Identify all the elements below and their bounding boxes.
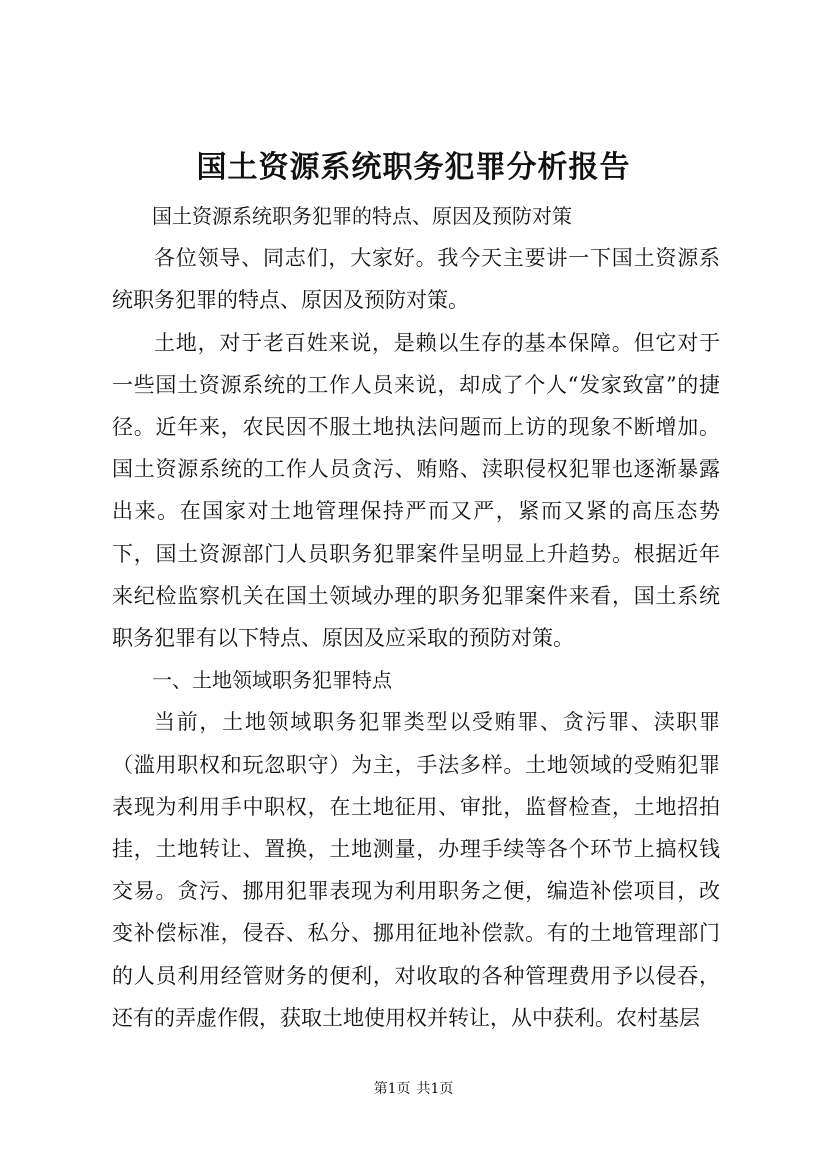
document-body xyxy=(112,195,720,1039)
page-total: 共1页 xyxy=(416,1081,454,1097)
section-heading: 一、土地领域职务犯罪特点 xyxy=(152,668,392,693)
page-footer xyxy=(0,1079,827,1099)
document-title: 国土资源系统职务犯罪分析报告 xyxy=(196,150,631,185)
greeting-paragraph: 各位领导、同志们，大家好。我今天主要讲一下国土资源系统职务犯罪的特点、原因及预防对策。 xyxy=(112,246,720,313)
page-number: 第1页 xyxy=(373,1081,411,1097)
subtitle-paragraph: 国土资源系统职务犯罪的特点、原因及预防对策 xyxy=(152,204,572,228)
intro-paragraph: 土地，对于老百姓来说，是赖以生存的基本保障。但它对于一些国土资源系统的工作人员来说，却成了个人“发家致富”的捷径。近年来，农民因不服土地执法问题而上访的现象不断增加。国土资源系统的工作人员贪污、贿赂、渎职侵权犯罪也逐渐暴露出来。在国家对土地管理保持严而又严，紧而又紧的高压态势下，国土资源部门人员职务犯罪案件呈明显上升趋势。根据近年来纪检监察机关在国土领域办理的职务犯罪案件来看，国土系统职务犯罪有以下特点、原因及应采取的预防对策。 xyxy=(112,330,720,651)
body-paragraph: 当前，土地领域职务犯罪类型以受贿罪、贪污罪、渎职罪（滥用职权和玩忽职守）为主，手法多样。土地领域的受贿犯罪表现为利用手中职权，在土地征用、审批，监督检查，土地招拍挂，土地转让、置换，土地测量，办理手续等各个环节上搞权钱交易。贪污、挪用犯罪表现为利用职务之便，编造补偿项目，改变补偿标准，侵吞、私分、挪用征地补偿款。有的土地管理部门的人员利用经管财务的便利，对收取的各种管理费用予以侵吞，还有的弄虚作假，获取土地使用权并转让，从中获利。农村基层 xyxy=(112,710,720,1030)
